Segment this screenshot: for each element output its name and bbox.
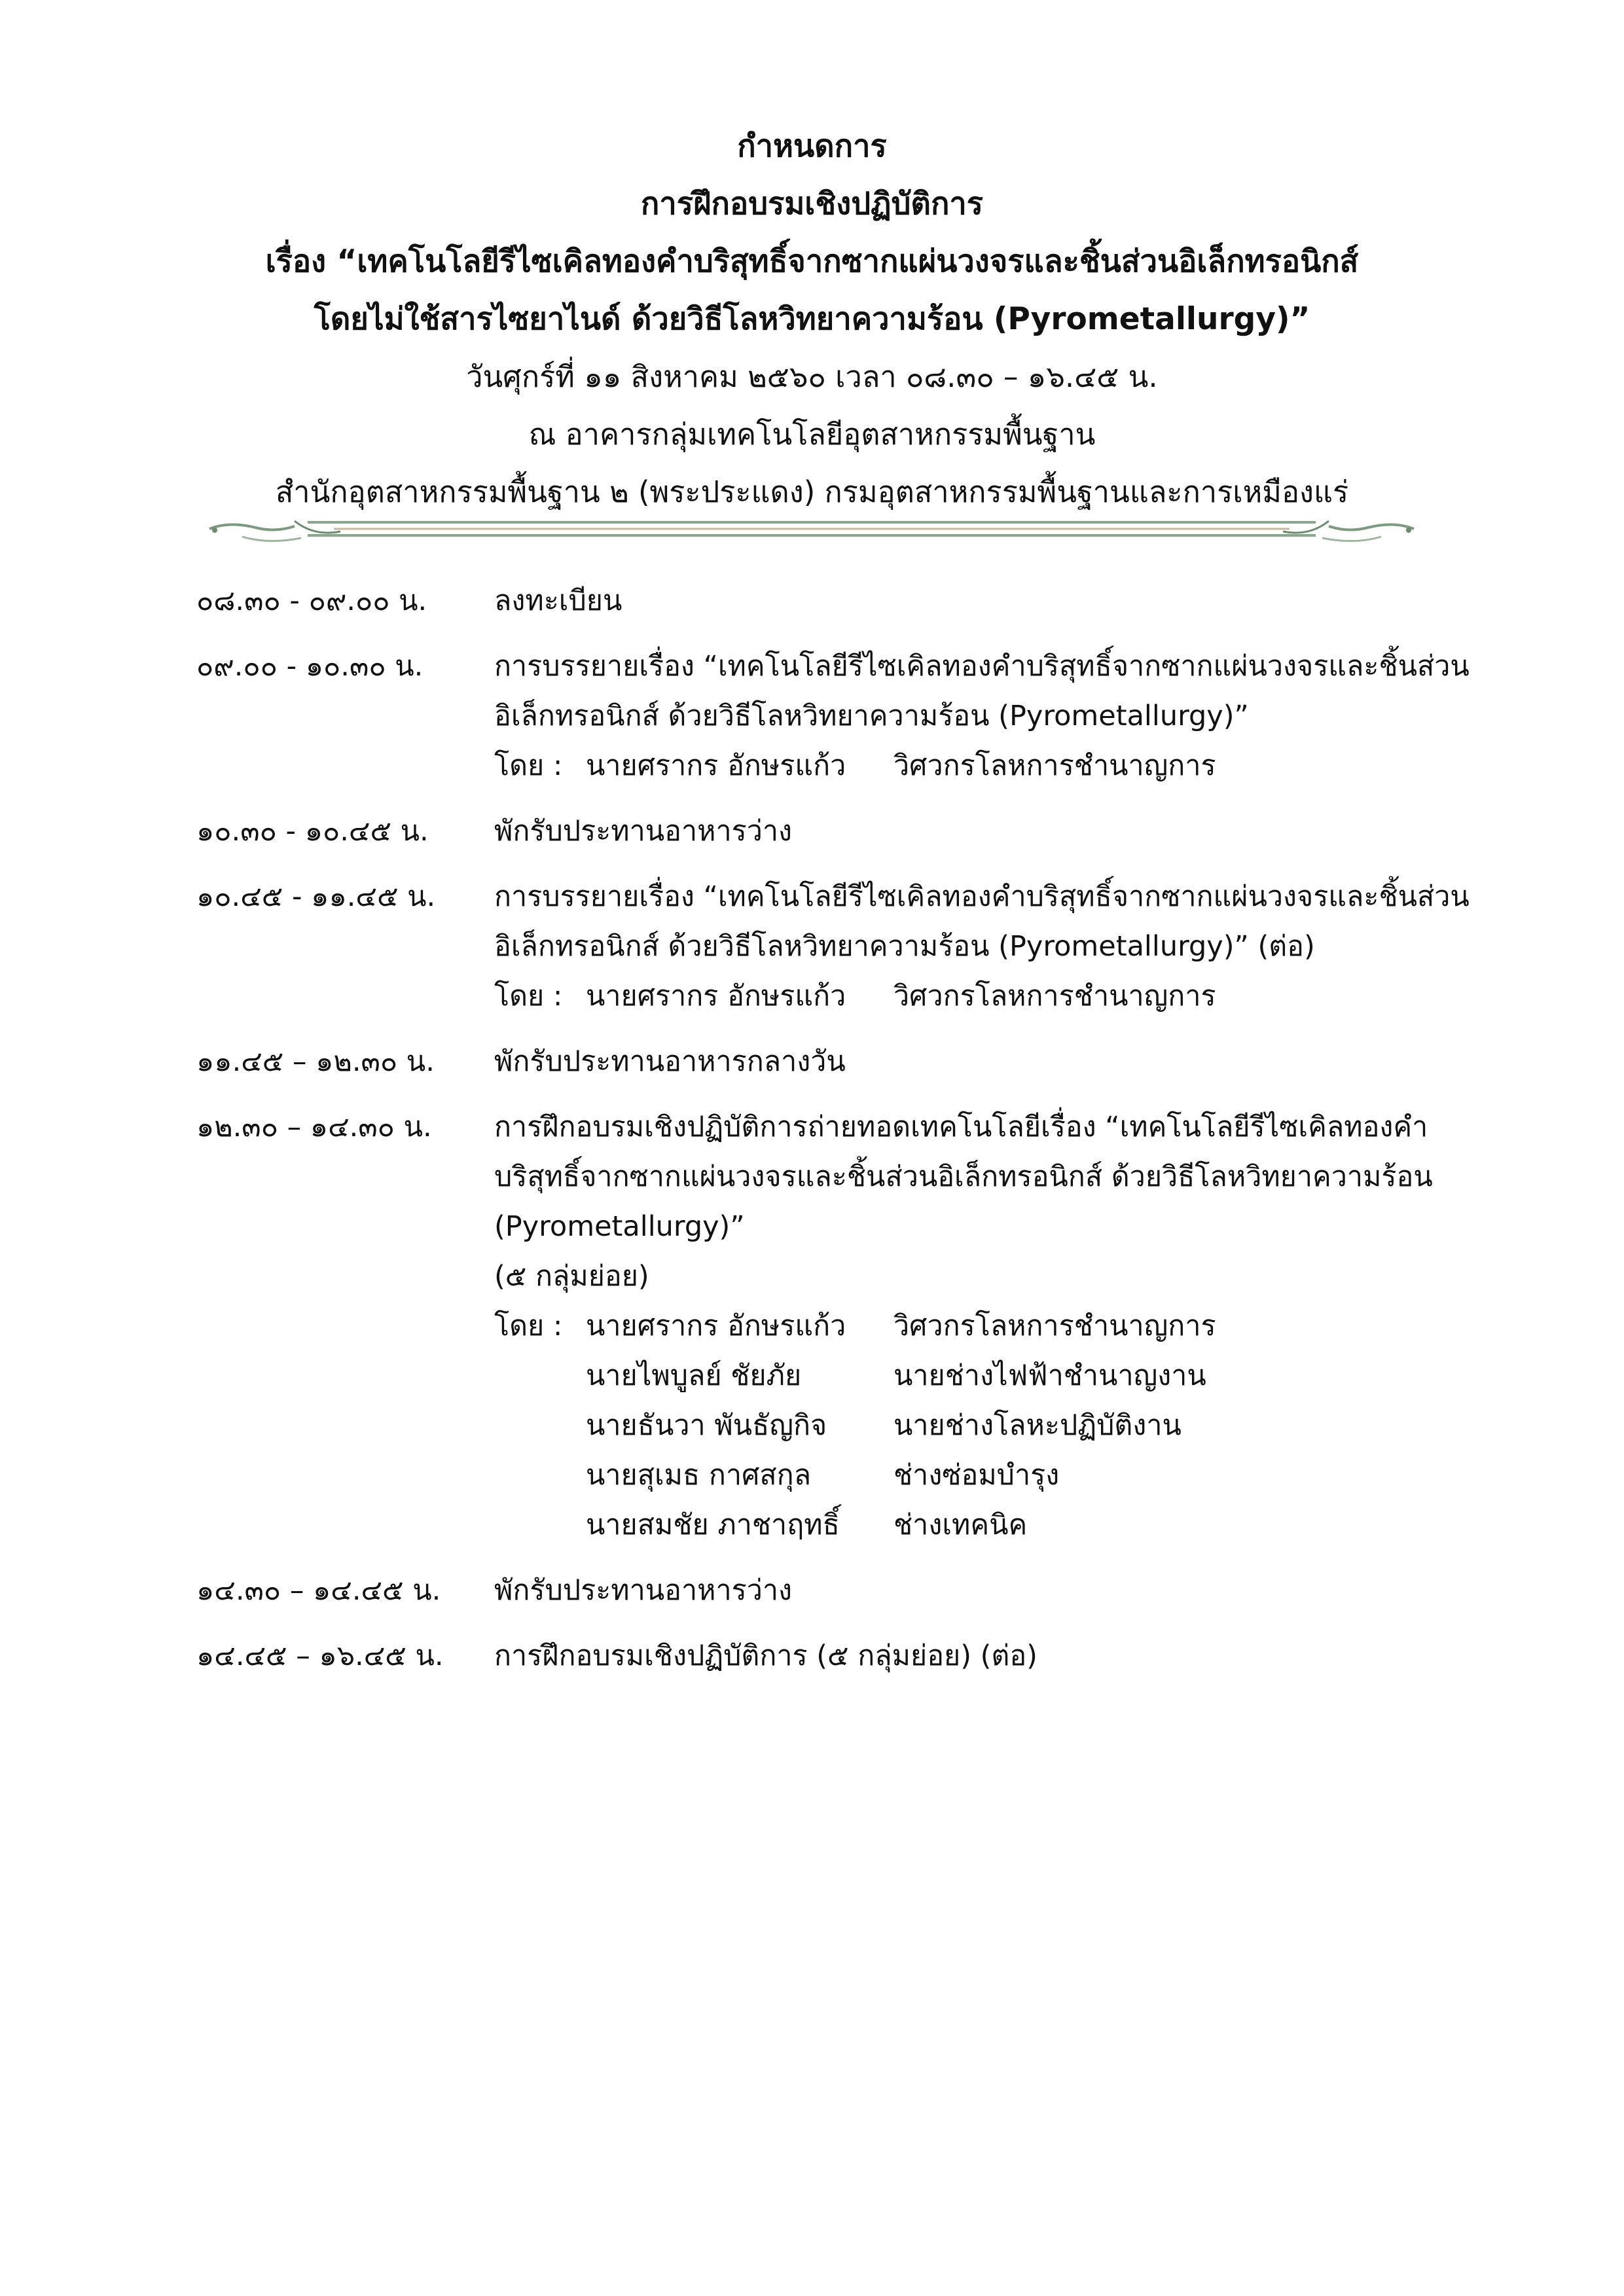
agenda-row (196, 872, 1470, 1021)
agenda-content (494, 1566, 1440, 1615)
speaker-position: วิศวกรโลหการชำนาญการ (893, 749, 1216, 782)
speaker-position: ช่างซ่อมบำรุง (893, 1459, 1060, 1492)
agenda-time: ๐๙.๐๐ - ๑๐.๓๐ น. (196, 650, 424, 683)
agenda-text: การบรรยายเรื่อง “เทคโนโลยีรีไซเคิลทองคำบริสุทธิ์จากซากแผ่นวงจรและชิ้นส่วน (494, 650, 1470, 683)
agenda-row (196, 1566, 1440, 1615)
agenda-text: บริสุทธิ์จากซากแผ่นวงจรและชิ้นส่วนอิเล็กทรอนิกส์ ด้วยวิธีโลหวิทยาความร้อน (494, 1160, 1433, 1193)
agenda-content (494, 1037, 1440, 1086)
event-date: วันศุกร์ที่ ๑๑ สิงหาคม ๒๕๖๐ เวลา ๐๘.๓๐ – ๑๖.๔๕ น. (466, 359, 1158, 394)
by-label: โดย : (494, 980, 563, 1013)
speaker-line (494, 741, 1440, 791)
agenda-time: ๑๐.๔๕ - ๑๑.๔๕ น. (196, 880, 436, 913)
agenda-row (196, 641, 1470, 791)
speaker-name: นายไพบูลย์ ชัยภัย (586, 1359, 802, 1392)
topic-line-2: โดยไม่ใช้สารไซยาไนด์ ด้วยวิธีโลหวิทยาความร้อน (Pyrometallurgy)” (314, 301, 1310, 337)
speaker-position: วิศวกรโลหการชำนาญการ (893, 1310, 1216, 1342)
agenda-text: พักรับประทานอาหารว่าง (494, 815, 792, 848)
speaker-table (494, 1301, 1440, 1550)
speaker-name: นายสุเมธ กาศสกุล (586, 1459, 812, 1492)
agenda-text: การฝึกอบรมเชิงปฏิบัติการ (๕ กลุ่มย่อย) (ต่อ) (494, 1640, 1038, 1672)
event-office: สำนักอุตสาหกรรมพื้นฐาน ๒ (พระประแดง) กรมอุตสาหกรรมพื้นฐานและการเหมืองแร่ (275, 475, 1349, 509)
agenda-text: พักรับประทานอาหารว่าง (494, 1574, 792, 1607)
agenda-row (196, 806, 1440, 856)
decorative-divider (203, 508, 1420, 550)
agenda-time: ๑๒.๓๐ – ๑๔.๓๐ น. (196, 1111, 432, 1143)
speaker-line (494, 971, 1440, 1021)
agenda-text: (๕ กลุ่มย่อย) (494, 1260, 649, 1293)
by-label: โดย : (494, 749, 563, 782)
speaker-position: นายช่างโลหะปฏิบัติงาน (893, 1409, 1182, 1442)
agenda-time: ๐๘.๓๐ - ๐๙.๐๐ น. (196, 584, 427, 617)
agenda-content (494, 576, 1440, 626)
agenda-row (196, 1102, 1440, 1550)
topic-line-1: เรื่อง “เทคโนโลยีรีไซเคิลทองคำบริสุทธิ์จากซากแผ่นวงจรและชิ้นส่วนอิเล็กทรอนิกส์ (265, 243, 1359, 279)
speaker-name: นายศรากร อักษรแก้ว (586, 980, 846, 1013)
agenda-row (196, 576, 1440, 626)
speaker-position: วิศวกรโลหการชำนาญการ (893, 980, 1216, 1013)
agenda (196, 576, 1470, 1696)
by-label: โดย : (494, 1310, 563, 1342)
speaker-name: นายสมชัย ภาชาฤทธิ์ (586, 1509, 840, 1541)
agenda-content (494, 641, 1470, 791)
speaker-name: นายธันวา พันธัญกิจ (586, 1409, 827, 1442)
document-subtitle: การฝึกอบรมเชิงปฏิบัติการ (640, 186, 984, 222)
speaker-name: นายศรากร อักษรแก้ว (586, 1310, 846, 1342)
document-header (0, 118, 1624, 521)
speaker-position: นายช่างไฟฟ้าชำนาญงาน (893, 1359, 1206, 1392)
speaker-position: ช่างเทคนิค (893, 1509, 1028, 1541)
agenda-content (494, 1102, 1440, 1550)
agenda-content (494, 1631, 1440, 1681)
agenda-text: การฝึกอบรมเชิงปฏิบัติการถ่ายทอดเทคโนโลยีเรื่อง “เทคโนโลยีรีไซเคิลทองคำ (494, 1111, 1428, 1143)
event-venue: ณ อาคารกลุ่มเทคโนโลยีอุตสาหกรรมพื้นฐาน (528, 417, 1096, 452)
agenda-text: (Pyrometallurgy)” (494, 1210, 745, 1243)
agenda-time: ๑๔.๓๐ – ๑๔.๔๕ น. (196, 1574, 441, 1607)
agenda-text: อิเล็กทรอนิกส์ ด้วยวิธีโลหวิทยาความร้อน (Pyrometallurgy)” (ต่อ) (494, 930, 1315, 963)
agenda-time: ๑๐.๓๐ - ๑๐.๔๕ น. (196, 815, 429, 848)
agenda-row (196, 1037, 1440, 1086)
agenda-text: อิเล็กทรอนิกส์ ด้วยวิธีโลหวิทยาความร้อน (Pyrometallurgy)” (494, 700, 1249, 732)
speaker-name: นายศรากร อักษรแก้ว (586, 749, 846, 782)
document-title: กำหนดการ (737, 128, 887, 164)
agenda-time: ๑๑.๔๕ – ๑๒.๓๐ น. (196, 1045, 435, 1078)
agenda-text: ลงทะเบียน (494, 584, 623, 617)
agenda-row (196, 1631, 1440, 1681)
agenda-content (494, 806, 1440, 856)
agenda-text: การบรรยายเรื่อง “เทคโนโลยีรีไซเคิลทองคำบริสุทธิ์จากซากแผ่นวงจรและชิ้นส่วน (494, 880, 1470, 913)
agenda-content (494, 872, 1470, 1021)
agenda-text: พักรับประทานอาหารกลางวัน (494, 1045, 846, 1078)
agenda-time: ๑๔.๔๕ – ๑๖.๔๕ น. (196, 1640, 444, 1672)
